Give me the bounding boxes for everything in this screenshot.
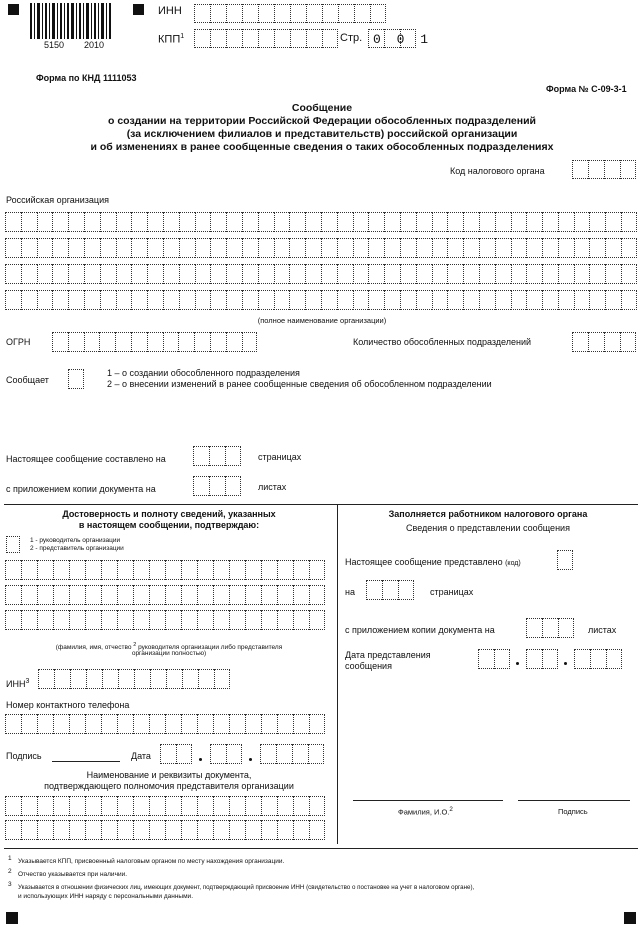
- kpp-footnote-mark: 1: [180, 33, 185, 40]
- officer-name-line[interactable]: [353, 800, 503, 801]
- signer-name-row-3[interactable]: [5, 610, 325, 630]
- composed-pages-cells[interactable]: [193, 446, 241, 466]
- confirm-heading-line1: Достоверность и полноту сведений, указанных: [62, 509, 276, 519]
- page-label: Стр.: [340, 32, 363, 44]
- org-name-row-3[interactable]: [5, 264, 637, 284]
- presented-label: [345, 557, 521, 569]
- date-year-cells[interactable]: [260, 744, 324, 764]
- barcode-number-left: 5150: [44, 40, 65, 50]
- signer-name-caption-a: (фамилия, имя, отчество: [55, 644, 132, 652]
- footnote-3-line1: Указывается в отношении физических лиц, имеющих документ, подтверждающий присвоение ИНН (свидетельство о постановке на учет в налоговом органе),: [18, 884, 475, 891]
- submission-date-dot: [516, 662, 519, 665]
- reports-code-cell[interactable]: [68, 369, 84, 389]
- title-line2: о создании на территории Российской Федерации обособленных подразделений: [108, 115, 536, 127]
- attachment-label: с приложением копии документа на: [6, 484, 156, 494]
- reports-option-2: 2 – о внесении изменений в ранее сообщенные сведения об обособленном подразделении: [107, 379, 492, 389]
- attachment-sheets-cells[interactable]: [193, 476, 241, 496]
- barcode: [30, 3, 112, 39]
- signer-name-caption-sup: 2: [133, 642, 137, 648]
- signer-name-caption-b: руководителя организации либо представителя: [138, 644, 283, 652]
- subdivision-count-cells[interactable]: [572, 332, 636, 352]
- signature-label: Подпись: [6, 751, 42, 761]
- date-separator-dot: [199, 758, 202, 761]
- authority-doc-row-2[interactable]: [5, 820, 325, 840]
- signer-type-option-1: 1 - руководитель организации: [30, 537, 121, 544]
- submission-info-subheading: Сведения о представлении сообщения: [406, 523, 570, 533]
- signer-type-option-2: 2 - представитель организации: [30, 545, 124, 552]
- attachment-sheets-word: листах: [258, 482, 287, 492]
- office-pages-word: страницах: [430, 587, 474, 597]
- org-label: Российская организация: [6, 195, 109, 205]
- reports-label: Сообщает: [6, 375, 49, 385]
- signer-inn-cells[interactable]: [38, 669, 230, 689]
- corner-marker-bottom-left: [6, 912, 18, 924]
- officer-signature-line[interactable]: [518, 800, 630, 801]
- signature-line[interactable]: [52, 761, 120, 762]
- office-attachment-label: с приложением копии документа на: [345, 625, 495, 635]
- submission-month-cells[interactable]: [526, 649, 558, 669]
- footnote-3-line2: и использующих ИНН наряду с персональными данными.: [18, 893, 193, 900]
- ogrn-label: ОГРН: [6, 337, 31, 347]
- section-divider-horizontal: [4, 504, 638, 505]
- authority-doc-row-1[interactable]: [5, 796, 325, 816]
- org-name-row-4[interactable]: [5, 290, 637, 310]
- org-kpp-cells[interactable]: [194, 29, 338, 48]
- office-pages-cells[interactable]: [366, 580, 414, 600]
- kpp-label: [158, 31, 184, 46]
- officer-name-footnote-mark: 2: [449, 806, 453, 813]
- tax-office-code-cells[interactable]: [572, 160, 636, 179]
- office-attachment-cells[interactable]: [526, 618, 574, 638]
- tax-officer-heading: Заполняется работником налогового органа: [388, 509, 588, 519]
- composed-on-label: Настоящее сообщение составлено на: [6, 454, 166, 464]
- authority-doc-heading-line1: Наименование и реквизиты документа,: [86, 770, 252, 780]
- reports-option-1: 1 – о создании обособленного подразделения: [107, 368, 300, 378]
- date-separator-dot: [249, 758, 252, 761]
- ogrn-cells[interactable]: [52, 332, 257, 352]
- composed-pages-word: страницах: [258, 452, 302, 462]
- signer-inn-footnote-mark: 3: [25, 678, 30, 685]
- presented-label-text: Настоящее сообщение представлено: [345, 557, 503, 567]
- phone-label: Номер контактного телефона: [6, 700, 130, 710]
- corner-marker-top-left: [8, 4, 19, 15]
- subdivision-count-label: Количество обособленных подразделений: [353, 337, 532, 347]
- officer-name-caption-text: Фамилия, И.О.: [398, 807, 450, 817]
- on-word: на: [345, 587, 355, 597]
- org-name-caption: (полное наименование организации): [257, 316, 387, 325]
- form-number: Форма № С-09-3-1: [546, 84, 627, 94]
- submission-date-label-1: Дата представления: [345, 650, 431, 660]
- submission-day-cells[interactable]: [478, 649, 510, 669]
- tax-office-code-label: Код налогового органа: [450, 166, 545, 176]
- signer-inn-label: [6, 676, 29, 690]
- office-sheets-word: листах: [588, 625, 617, 635]
- code-hint: (код): [505, 560, 521, 567]
- title-line3: (за исключением филиалов и представительств) российской организации: [126, 128, 518, 140]
- date-label: Дата: [131, 751, 151, 761]
- submission-year-cells[interactable]: [574, 649, 622, 669]
- footnote-2: Отчество указывается при наличии.: [18, 871, 128, 878]
- date-month-cells[interactable]: [210, 744, 242, 764]
- footnote-3-mark: 3: [8, 881, 12, 888]
- officer-signature-caption: Подпись: [558, 807, 588, 816]
- kpp-label-text: КПП: [158, 33, 181, 46]
- signer-name-row-2[interactable]: [5, 585, 325, 605]
- org-name-row-1[interactable]: [5, 212, 637, 232]
- corner-marker-top-mid: [133, 4, 144, 15]
- knd-code: Форма по КНД 1111053: [36, 73, 137, 83]
- signer-type-cell[interactable]: [6, 536, 20, 553]
- title-line4: и об изменениях в ранее сообщенные сведения о таких обособленных подразделениях: [90, 141, 554, 153]
- corner-marker-bottom-right: [624, 912, 636, 924]
- date-day-cells[interactable]: [160, 744, 192, 764]
- footnotes-divider: [4, 848, 638, 849]
- barcode-number-right: 2010: [84, 40, 105, 50]
- signer-name-row-1[interactable]: [5, 560, 325, 580]
- signer-inn-label-text: ИНН: [6, 679, 26, 689]
- org-inn-cells[interactable]: [194, 4, 386, 23]
- title-line1: Сообщение: [291, 102, 353, 114]
- submission-date-dot: [564, 662, 567, 665]
- footnote-1-mark: 1: [8, 855, 12, 862]
- submission-date-label-2: сообщения: [345, 661, 392, 671]
- footnote-2-mark: 2: [8, 868, 12, 875]
- confirm-heading-line2: в настоящем сообщении, подтверждаю:: [78, 520, 260, 530]
- section-divider-vertical: [337, 504, 338, 844]
- footnote-1: Указывается КПП, присвоенный налоговым органом по месту нахождения организации.: [18, 858, 285, 865]
- presented-code-cell[interactable]: [557, 550, 573, 570]
- org-name-row-2[interactable]: [5, 238, 637, 258]
- inn-label: ИНН: [158, 5, 182, 17]
- officer-name-caption: [398, 806, 453, 817]
- authority-doc-heading-line2: подтверждающего полномочия представителя организации: [44, 781, 294, 791]
- signer-name-caption-line2: организации полностью): [131, 650, 207, 657]
- phone-cells[interactable]: [5, 714, 325, 734]
- page-number-value: 0 0 1: [373, 32, 433, 47]
